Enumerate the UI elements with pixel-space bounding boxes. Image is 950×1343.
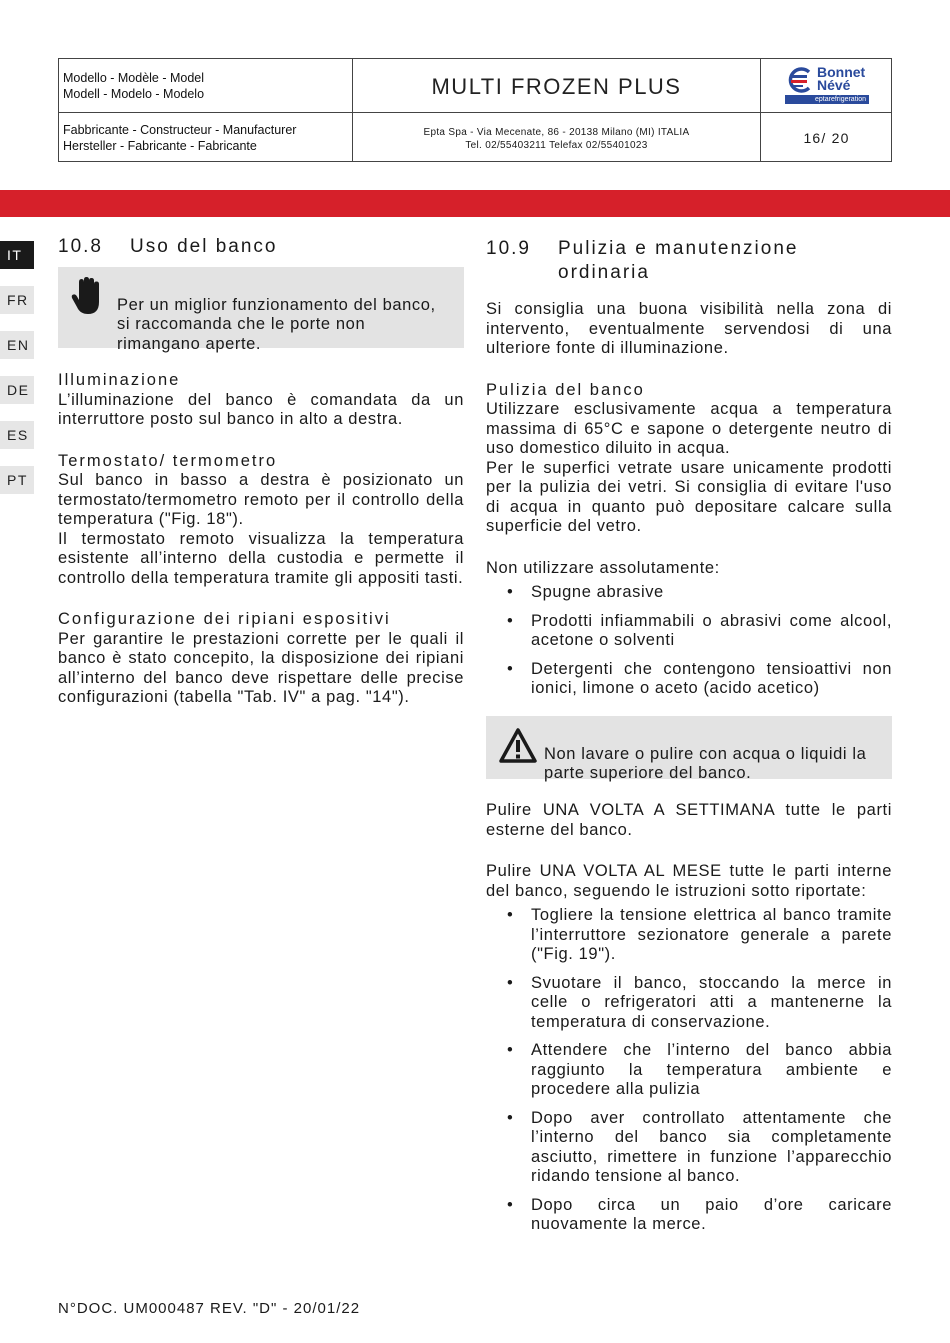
- logo-subline: eptarefrigeration: [785, 95, 869, 104]
- illumination-title: Illuminazione: [58, 371, 181, 389]
- lang-tab-fr[interactable]: FR: [0, 286, 34, 314]
- monthly-cleaning-text: Pulire UNA VOLTA AL MESE tutte le parti interne del banco, seguendo le istruzioni sotto riportate:: [486, 862, 892, 900]
- shelves-config-text: Per garantire le prestazioni corrette per le quali il banco è stato concepito, la disposizione dei ripiani all’interno del banco deve rispettare delle precise configurazioni (tabella "Tab. IV" a pag. "14").: [58, 629, 464, 706]
- list-item: [486, 583, 892, 603]
- warning-box: [486, 716, 892, 782]
- list-item-text: Attendere che l’interno del banco abbia raggiunto la temperatura ambiente e procedere alla pulizia: [531, 1041, 892, 1098]
- cleaning-text-1: Utilizzare esclusivamente acqua a temperatura massima di 65°C e sapone o detergente neutro di uso domestico diluito in acqua.: [486, 400, 892, 457]
- cleaning-title: Pulizia del banco: [486, 380, 645, 399]
- bullet: •: [507, 1195, 514, 1214]
- thermostat-text-1: Sul banco in basso a destra è posizionato un termostato/termometro remoto per il controllo della temperatura ("Fig. 18").: [58, 471, 464, 528]
- heading-text: Uso del banco: [130, 236, 278, 257]
- model-label-line1: Modello - Modèle - Model: [63, 71, 205, 85]
- hand-note-box: [58, 267, 464, 353]
- right-body-bottom: [486, 801, 892, 1235]
- document-header: [58, 58, 892, 162]
- list-item-text: Togliere la tensione elettrica al banco tramite l’interruttore sezionatore generale a parete ("Fig. 19").: [531, 906, 892, 963]
- thermostat-text-2: Il termostato remoto visualizza la temperatura esistente all’interno della custodia e permette il controllo della temperatura tramite gli appositi tasti.: [58, 529, 464, 587]
- warning-triangle-icon: [498, 727, 538, 765]
- logo-mark-icon: [785, 66, 815, 94]
- document-number-footer: N°DOC. UM000487 REV. "D" - 20/01/22: [58, 1300, 361, 1317]
- list-item: [486, 906, 892, 965]
- lang-tab-it[interactable]: IT: [0, 241, 34, 269]
- manufacturer-label-line2: Hersteller - Fabricante - Fabricante: [63, 139, 257, 153]
- logo-line1: Bonnet: [817, 64, 866, 80]
- left-body: [58, 371, 464, 708]
- thermostat-title: Termostato/ termometro: [58, 451, 278, 470]
- address-line1: Epta Spa - Via Mecenate, 86 - 20138 Milano (MI) ITALIA: [423, 127, 690, 138]
- bullet: •: [507, 973, 514, 992]
- logo-line2: Névé: [817, 77, 851, 93]
- bullet: •: [507, 906, 514, 924]
- bullet: •: [507, 1041, 514, 1059]
- bullet: •: [507, 1108, 514, 1127]
- section-heading-10-9: [486, 238, 799, 283]
- intro-text: Si consiglia una buona visibilità nella zona di intervento, eventualmente servendosi di una ulteriore fonte di illuminazione.: [486, 300, 892, 357]
- bullet: •: [507, 583, 514, 601]
- lang-tab-pt[interactable]: PT: [0, 466, 34, 494]
- bullet: •: [507, 611, 514, 630]
- list-item: [486, 1196, 892, 1235]
- right-body-top: [486, 300, 892, 699]
- list-item: [486, 1109, 892, 1187]
- lang-tab-de[interactable]: DE: [0, 376, 34, 404]
- list-item: [486, 1041, 892, 1100]
- red-divider-band: [0, 190, 950, 217]
- bonnet-neve-logo: [783, 64, 871, 106]
- list-item: [486, 974, 892, 1033]
- manufacturer-label-line1: Fabbricante - Constructeur - Manufacturer: [63, 123, 297, 137]
- cleaning-text-2: Per le superfici vetrate usare unicamente prodotti per la pulizia dei vetri. Si consiglia di evitare l'uso di acqua in quanto può depositare calcare sulla superficie del vetro.: [486, 458, 892, 535]
- never-use-title: Non utilizzare assolutamente:: [486, 558, 720, 577]
- heading-text-line1: Pulizia e manutenzione: [558, 238, 799, 259]
- model-label: [63, 70, 204, 102]
- logo-wordmark: [817, 66, 865, 92]
- warning-text: Non lavare o pulire con acqua o liquidi la parte superiore del banco.: [544, 744, 867, 782]
- list-item-text: Svuotare il banco, stoccando la merce in celle o refrigeratori atti a mantenerne la temperatura di conservazione.: [531, 973, 892, 1031]
- heading-number: 10.9: [486, 238, 531, 259]
- address-line2: Tel. 02/55403211 Telefax 02/55401023: [465, 140, 648, 151]
- list-item-text: Spugne abrasive: [531, 583, 664, 601]
- manufacturer-address: [353, 126, 760, 152]
- shelves-config-title: Configurazione dei ripiani espositivi: [58, 610, 391, 628]
- product-title: MULTI FROZEN PLUS: [431, 74, 682, 99]
- list-item: [486, 660, 892, 699]
- list-item-text: Detergenti che contengono tensioattivi non ionici, limone o aceto (acido acetico): [531, 659, 892, 697]
- list-item: [486, 612, 892, 651]
- heading-text-line2: ordinaria: [558, 262, 650, 283]
- heading-number: 10.8: [58, 236, 103, 257]
- model-label-line2: Modell - Modelo - Modelo: [63, 87, 205, 101]
- stop-hand-icon: [71, 276, 103, 316]
- illumination-text: L’illuminazione del banco è comandata da un interruttore posto sul banco in alto a destra.: [58, 390, 464, 428]
- section-heading-10-8: [58, 236, 278, 258]
- weekly-cleaning-text: Pulire UNA VOLTA A SETTIMANA tutte le parti esterne del banco.: [486, 801, 892, 839]
- list-item-text: Dopo circa un paio d’ore caricare nuovamente la merce.: [531, 1195, 892, 1233]
- page-number: 16/ 20: [803, 130, 850, 146]
- monthly-steps-list: [486, 906, 892, 1235]
- manufacturer-label: [63, 122, 296, 154]
- bullet: •: [507, 659, 514, 678]
- never-use-list: [486, 583, 892, 699]
- lang-tab-es[interactable]: ES: [0, 421, 34, 449]
- list-item-text: Prodotti infiammabili o abrasivi come alcool, acetone o solventi: [531, 611, 892, 649]
- note-text: Per un miglior funzionamento del banco, si raccomanda che le porte non rimangano aperte.: [117, 295, 436, 353]
- list-item-text: Dopo aver controllato attentamente che l’interno del banco sia completamente asciutto, rimettere in funzione l’apparecchio ridando tensione al banco.: [531, 1108, 892, 1185]
- lang-tab-en[interactable]: EN: [0, 331, 34, 359]
